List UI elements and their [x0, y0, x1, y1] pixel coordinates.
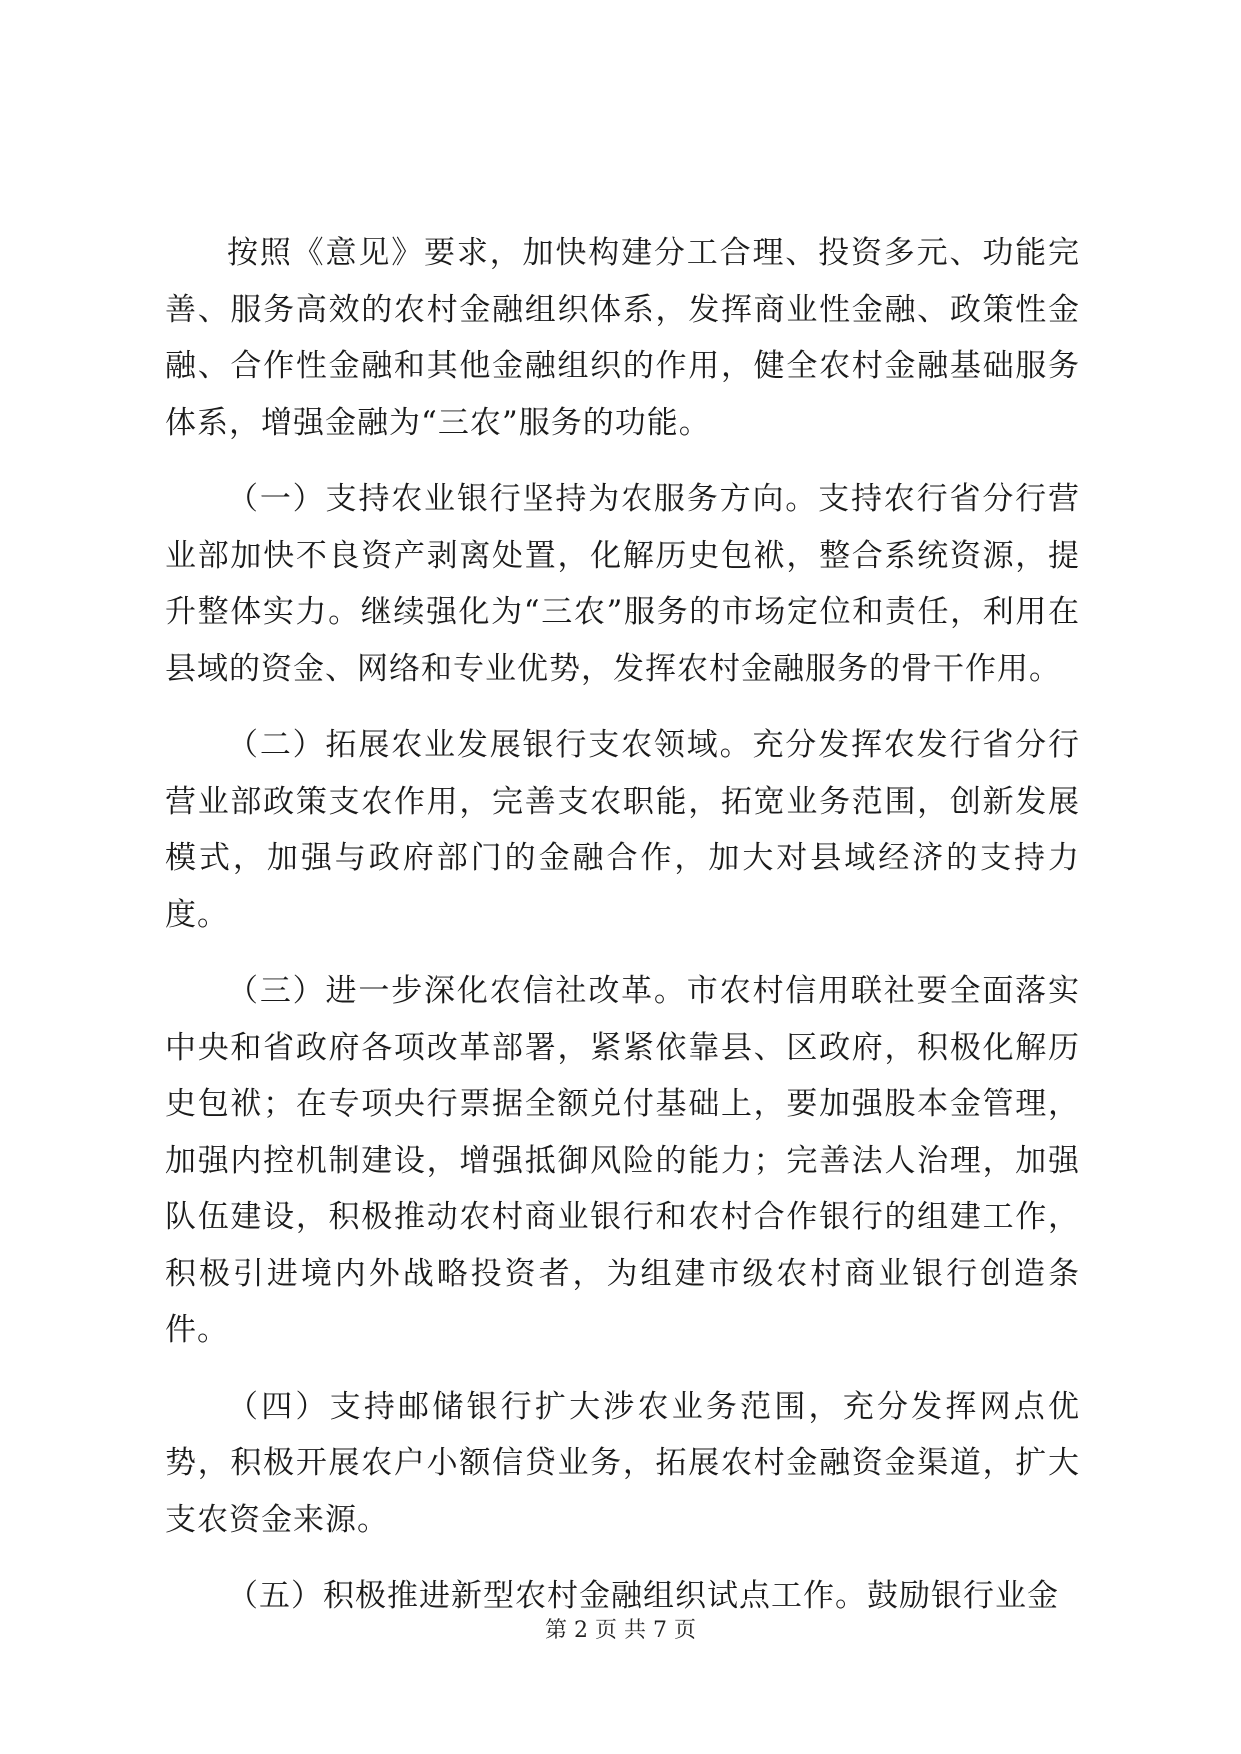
page-footer: [0, 1613, 1241, 1644]
document-body: [165, 225, 1080, 1625]
page-number-label: 第 2 页 共 7 页: [545, 1618, 696, 1643]
paragraph-section-1: （一）支持农业银行坚持为农服务方向。支持农行省分行营业部加快不良资产剥离处置，化解历史包袱，整合系统资源，提升整体实力。继续强化为“三农”服务的市场定位和责任，利用在县域的资金、网络和专业优势，发挥农村金融服务的骨干作用。: [165, 481, 1080, 687]
paragraph-section-3: （三）进一步深化农信社改革。市农村信用联社要全面落实中央和省政府各项改革部署，紧紧依靠县、区政府，积极化解历史包袱；在专项央行票据全额兑付基础上，要加强股本金管理，加强内控机制建设，增强抵御风险的能力；完善法人治理，加强队伍建设，积极推动农村商业银行和农村合作银行的组建工作，积极引进境内外战略投资者，为组建市级农村商业银行创造条件。: [165, 973, 1080, 1348]
paragraph-section-2: （二）拓展农业发展银行支农领域。充分发挥农发行省分行营业部政策支农作用，完善支农职能，拓宽业务范围，创新发展模式，加强与政府部门的金融合作，加大对县域经济的支持力度。: [165, 727, 1080, 933]
paragraph-intro: 按照《意见》要求，加快构建分工合理、投资多元、功能完善、服务高效的农村金融组织体系，发挥商业性金融、政策性金融、合作性金融和其他金融组织的作用，健全农村金融基础服务体系，增强金融为“三农”服务的功能。: [165, 235, 1080, 441]
paragraph-section-4: （四）支持邮储银行扩大涉农业务范围，充分发挥网点优势，积极开展农户小额信贷业务，拓展农村金融资金渠道，扩大支农资金来源。: [165, 1388, 1080, 1538]
paragraph-section-5: （五）积极推进新型农村金融组织试点工作。鼓励银行业金: [227, 1578, 1059, 1614]
